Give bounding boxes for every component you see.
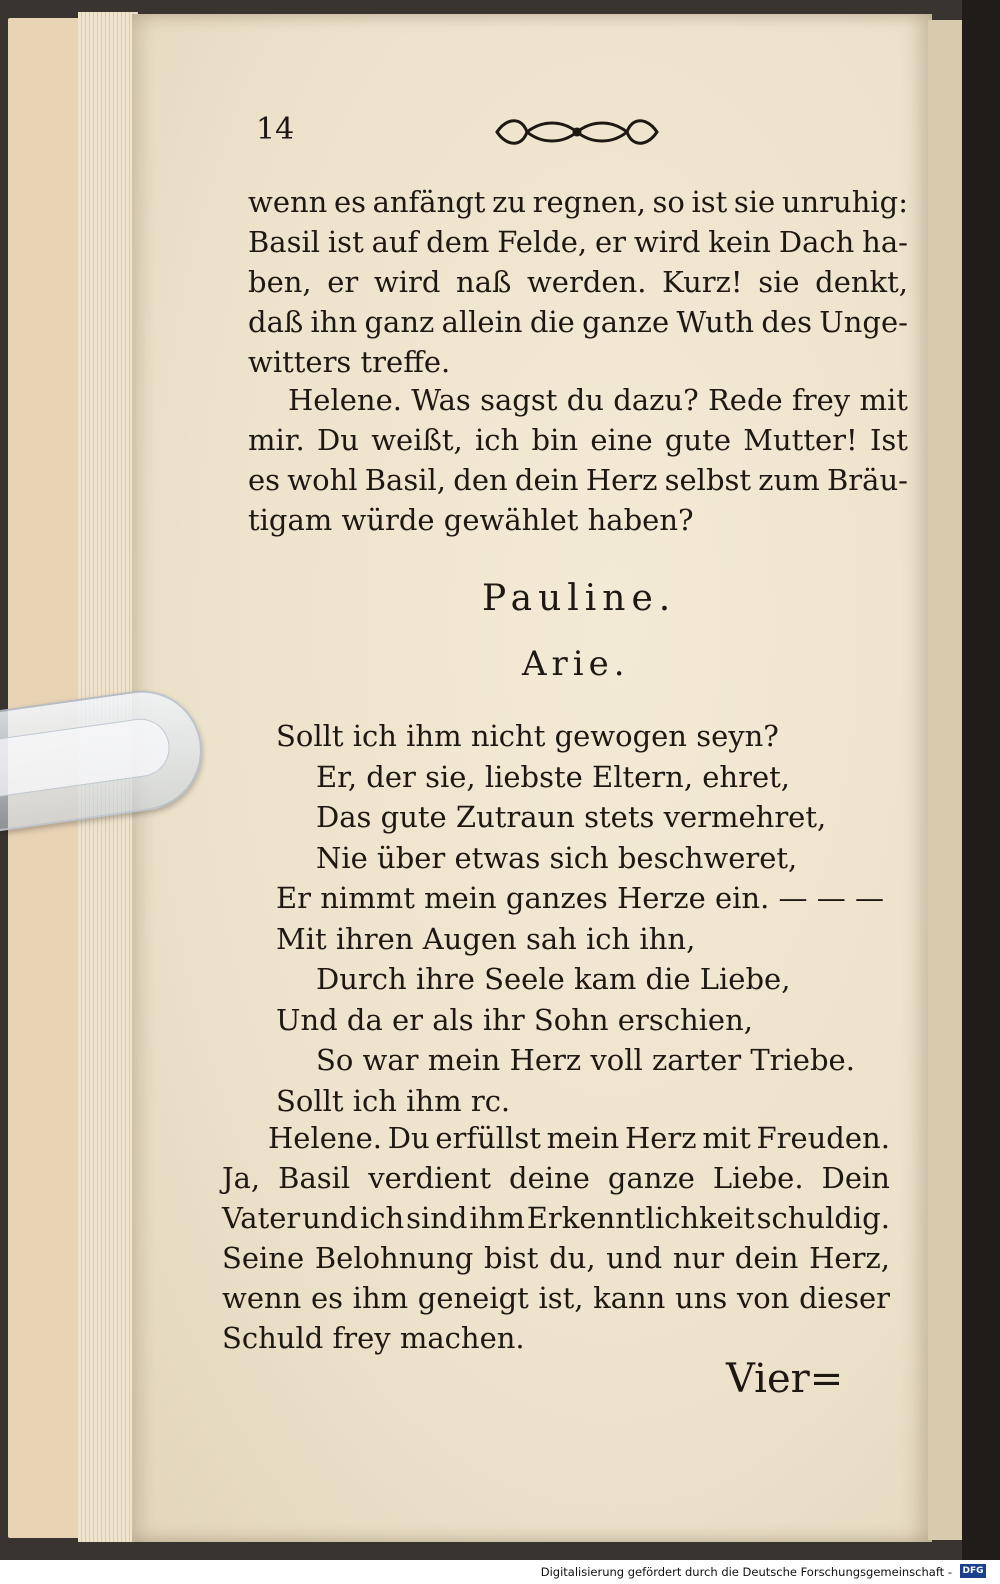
word: zum: [758, 463, 820, 497]
word: des: [761, 305, 812, 339]
word: ist,: [538, 1281, 584, 1315]
text-line: [248, 420, 908, 460]
catchword: Vier=: [726, 1356, 844, 1402]
word: wohl: [287, 463, 358, 497]
word: schuldig.: [756, 1201, 890, 1235]
word: unruhig:: [781, 185, 908, 219]
text-line: [222, 1238, 890, 1278]
word: Kurz!: [662, 265, 743, 299]
ornament-icon: [492, 112, 662, 152]
word: bin: [531, 423, 579, 457]
word: du: [566, 383, 604, 417]
word: regnen,: [532, 185, 646, 219]
word: allein: [441, 305, 523, 339]
word: kein: [708, 225, 771, 259]
text-line: Schuld frey machen.: [222, 1321, 525, 1355]
word: Wuth: [676, 305, 755, 339]
word: es: [310, 1281, 344, 1315]
word: dieser: [799, 1281, 890, 1315]
word: die: [529, 305, 575, 339]
word: Herz,: [809, 1241, 890, 1275]
text-line: [248, 302, 908, 342]
word: und: [606, 1241, 663, 1275]
text-line: [248, 262, 908, 302]
word: den: [453, 463, 508, 497]
text-line: [222, 1118, 890, 1158]
word: Erkenntlichkeit: [526, 1201, 755, 1235]
word: wenn: [248, 185, 328, 219]
text-line: tigam würde gewählet haben?: [248, 503, 694, 537]
word: deine: [509, 1161, 590, 1195]
word: ihn: [310, 305, 358, 339]
word: kann: [593, 1281, 666, 1315]
word: dein: [514, 463, 579, 497]
verse-line: Sollt ich ihm rc.: [276, 1083, 511, 1118]
text-line: witters treffe.: [248, 345, 451, 379]
word: anfängt: [372, 185, 486, 219]
page-right-edge: [928, 20, 962, 1540]
word: so: [652, 185, 685, 219]
word: sind: [406, 1201, 468, 1235]
word: wenn: [222, 1281, 302, 1315]
word: Bräu-: [827, 463, 908, 497]
word: sie: [733, 185, 776, 219]
word: erfüllst: [435, 1121, 541, 1155]
word: Liebe.: [712, 1161, 804, 1195]
paragraph-2: [248, 380, 908, 540]
verse-line: So war mein Herz voll zarter Triebe.: [316, 1043, 855, 1077]
word: Belohnung: [314, 1241, 474, 1275]
word: ha-: [862, 225, 908, 259]
word: Unge-: [819, 305, 908, 339]
word: Vater: [222, 1201, 301, 1235]
word: sie: [758, 265, 800, 299]
word: Rede: [707, 383, 783, 417]
word: Helene.: [288, 383, 402, 417]
word: und: [302, 1201, 359, 1235]
word: geneigt: [417, 1281, 529, 1315]
word: mit: [859, 383, 908, 417]
aria-heading: Arie.: [522, 644, 630, 684]
verse-line: Sollt ich ihm nicht gewogen seyn?: [276, 719, 779, 753]
word: mein: [546, 1121, 620, 1155]
word: verdient: [368, 1161, 491, 1195]
word: Felde,: [497, 225, 588, 259]
word: Seine: [222, 1241, 305, 1275]
word: Mutter!: [743, 423, 858, 457]
word: eine: [590, 423, 653, 457]
word: auf: [371, 225, 419, 259]
speaker-heading: Pauline.: [482, 578, 677, 619]
word: bist: [484, 1241, 539, 1275]
aria-verse: [276, 716, 916, 1121]
scan-border: [962, 0, 1000, 1560]
word: naß: [456, 265, 512, 299]
verse-line: Mit ihren Augen sah ich ihn,: [276, 921, 696, 956]
word: dem: [426, 225, 490, 259]
word: mit: [702, 1121, 751, 1155]
text-line: [248, 380, 908, 420]
verse-line: Und da er als ihr Sohn erschien,: [276, 1002, 753, 1037]
text-line: [222, 1278, 890, 1318]
word: Du: [316, 423, 359, 457]
word: selbst: [664, 463, 752, 497]
word: sagst: [480, 383, 558, 417]
word: ich: [359, 1201, 405, 1235]
word: Basil: [248, 225, 321, 259]
word: du,: [549, 1241, 596, 1275]
word: frey: [792, 383, 851, 417]
word: Was: [411, 383, 471, 417]
word: Freuden.: [756, 1121, 890, 1155]
text-line: [248, 460, 908, 500]
word: zu: [492, 185, 527, 219]
text-line: [248, 182, 908, 222]
verse-line: Nie über etwas sich beschweret,: [316, 840, 798, 875]
word: wird: [633, 225, 701, 259]
dfg-logo: DFG: [960, 1564, 986, 1578]
word: denkt,: [815, 265, 908, 299]
word: Herz: [585, 463, 658, 497]
word: dein: [734, 1241, 799, 1275]
digitization-credit: Digitalisierung gefördert durch die Deutsche Forschungsgemeinschaft -: [540, 1565, 952, 1579]
word: ganze: [607, 1161, 695, 1195]
word: Herz: [624, 1121, 697, 1155]
paragraph-3: [222, 1118, 890, 1358]
word: Helene.: [268, 1121, 382, 1155]
verse-line: Er nimmt mein ganzes Herze ein. — — —: [276, 881, 884, 915]
word: ben,: [248, 265, 312, 299]
word: ihm: [469, 1201, 525, 1235]
word: nur: [672, 1241, 725, 1275]
word: ganze: [582, 305, 670, 339]
word: ganz: [364, 305, 435, 339]
word: Du: [387, 1121, 430, 1155]
word: ihm: [352, 1281, 409, 1315]
word: gute: [664, 423, 731, 457]
word: Dein: [821, 1161, 890, 1195]
word: daß: [248, 305, 304, 339]
word: Ist: [869, 423, 908, 457]
verse-line: Er, der sie, liebste Eltern, ehret,: [316, 759, 791, 794]
text-line: [248, 222, 908, 262]
word: ist: [691, 185, 728, 219]
word: werden.: [526, 265, 647, 299]
word: es: [248, 463, 281, 497]
text-line: [222, 1158, 890, 1198]
word: ich: [475, 423, 520, 457]
text-line: [222, 1198, 890, 1238]
word: mir.: [248, 423, 305, 457]
verse-line: Das gute Zutraun stets vermehret,: [316, 800, 827, 834]
word: weißt,: [371, 423, 463, 457]
page-number: 14: [256, 112, 295, 147]
word: Basil,: [364, 463, 447, 497]
word: er: [327, 265, 359, 299]
word: wird: [373, 265, 441, 299]
word: Ja,: [222, 1161, 261, 1195]
verse-line: Durch ihre Seele kam die Liebe,: [316, 962, 791, 996]
word: Dach: [778, 225, 855, 259]
paragraph-1: [248, 182, 908, 382]
word: von: [736, 1281, 790, 1315]
word: es: [333, 185, 366, 219]
word: uns: [675, 1281, 728, 1315]
word: ist: [327, 225, 364, 259]
word: dazu?: [613, 383, 699, 417]
word: er: [595, 225, 627, 259]
word: Basil: [278, 1161, 351, 1195]
